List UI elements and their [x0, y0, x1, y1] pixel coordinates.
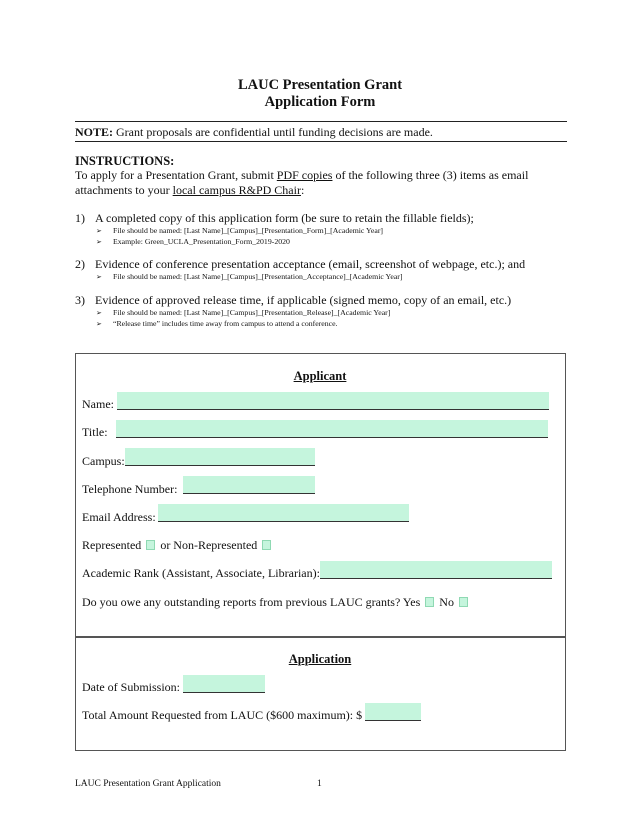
- note-label: NOTE:: [75, 125, 114, 139]
- footer-title: LAUC Presentation Grant Application: [75, 779, 221, 789]
- note-top-rule: [75, 121, 567, 122]
- telephone-input[interactable]: [183, 476, 315, 494]
- instruction-item-1: [75, 211, 474, 226]
- submission-date-label: Date of Submission:: [82, 680, 180, 694]
- email-label: Email Address:: [82, 510, 156, 524]
- academic-rank-input[interactable]: [320, 561, 552, 579]
- sub-text: File should be named: [Last Name]_[Campus]_[Presentation_Acceptance]_[Academic Year]: [113, 272, 403, 281]
- confidentiality-note: [75, 125, 433, 140]
- non-represented-checkbox[interactable]: [262, 540, 271, 550]
- instructions-intro: [75, 168, 555, 198]
- item-text: Evidence of conference presentation acceptance (email, screenshot of webpage, etc.); and: [95, 257, 526, 271]
- non-represented-label: or Non-Represented: [160, 538, 258, 552]
- item-number: 1): [75, 211, 85, 225]
- sub-text: File should be named: [Last Name]_[Campus]_[Presentation_Release]_[Academic Year]: [113, 308, 391, 317]
- campus-dropdown[interactable]: [125, 448, 315, 466]
- title-input[interactable]: [116, 420, 548, 438]
- pdf-copies-link[interactable]: PDF copies: [276, 168, 333, 182]
- instruction-sub-1b: [96, 237, 290, 246]
- arrow-bullet-icon: ➢: [96, 227, 102, 235]
- instruction-sub-3b: [96, 319, 338, 328]
- telephone-label: Telephone Number:: [82, 482, 178, 496]
- rpd-chair-link[interactable]: local campus R&PD Chair: [172, 183, 301, 197]
- intro-text-2: of the following three (3) items as email attachments to your: [75, 168, 529, 197]
- instructions-heading: INSTRUCTIONS:: [75, 154, 175, 168]
- instruction-item-3: [75, 293, 511, 308]
- item-number: 2): [75, 257, 85, 271]
- reports-no-label: No: [439, 595, 454, 609]
- item-text: A completed copy of this application form (be sure to retain the fillable fields);: [95, 211, 474, 225]
- campus-label: Campus:: [82, 454, 125, 468]
- reports-no-checkbox[interactable]: [459, 597, 468, 607]
- sub-text: “Release time” includes time away from campus to attend a conference.: [113, 319, 338, 328]
- intro-text-3: :: [300, 183, 305, 197]
- academic-rank-label: Academic Rank (Assistant, Associate, Librarian):: [82, 566, 320, 580]
- instruction-sub-1a: [96, 226, 383, 235]
- instruction-item-2: [75, 257, 525, 272]
- represented-checkbox[interactable]: [146, 540, 155, 550]
- outstanding-reports-row: [82, 595, 470, 610]
- sub-text: Example: Green_UCLA_Presentation_Form_2019-2020: [113, 237, 290, 246]
- intro-text-1: To apply for a Presentation Grant, submit: [75, 168, 277, 182]
- title-label: Title:: [82, 425, 108, 439]
- arrow-bullet-icon: ➢: [96, 309, 102, 317]
- instruction-sub-3a: [96, 308, 390, 317]
- applicant-heading: Applicant: [293, 369, 347, 383]
- application-heading: Application: [288, 652, 352, 666]
- submission-date-input[interactable]: [183, 675, 265, 693]
- name-label: Name:: [82, 397, 114, 411]
- note-text: Grant proposals are confidential until funding decisions are made.: [113, 125, 433, 139]
- page-number: 1: [317, 779, 322, 789]
- instruction-sub-2a: [96, 272, 402, 281]
- arrow-bullet-icon: ➢: [96, 320, 102, 328]
- reports-yes-checkbox[interactable]: [425, 597, 434, 607]
- email-input[interactable]: [158, 504, 409, 522]
- amount-requested-input[interactable]: [365, 703, 421, 721]
- represented-label: Represented: [82, 538, 142, 552]
- form-title-line1: LAUC Presentation Grant: [237, 77, 403, 93]
- sub-text: File should be named: [Last Name]_[Campus]_[Presentation_Form]_[Academic Year]: [113, 226, 384, 235]
- outstanding-reports-label: Do you owe any outstanding reports from previous LAUC grants? Yes: [82, 595, 421, 609]
- item-number: 3): [75, 293, 85, 307]
- representation-row: [82, 538, 273, 553]
- arrow-bullet-icon: ➢: [96, 273, 102, 281]
- name-input[interactable]: [117, 392, 549, 410]
- arrow-bullet-icon: ➢: [96, 238, 102, 246]
- amount-requested-label: Total Amount Requested from LAUC ($600 maximum): $: [82, 708, 363, 722]
- note-bottom-rule: [75, 141, 567, 142]
- form-title-line2: Application Form: [264, 94, 376, 110]
- item-text: Evidence of approved release time, if applicable (signed memo, copy of an email, etc.): [95, 293, 512, 307]
